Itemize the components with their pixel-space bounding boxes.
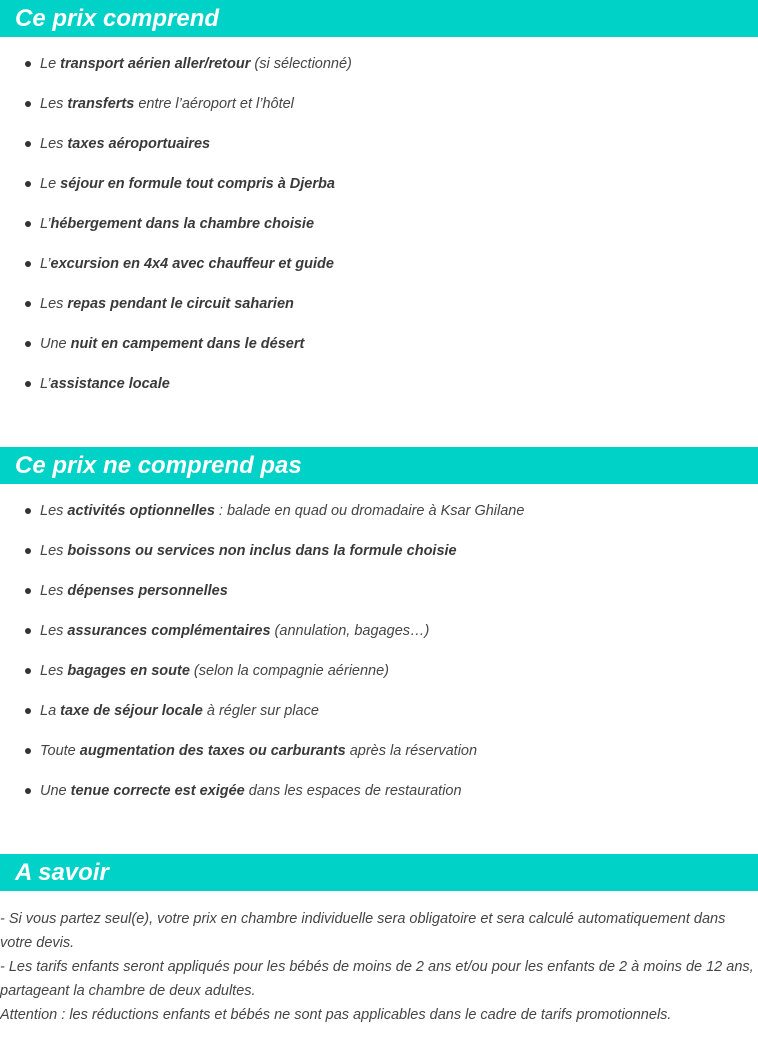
item-highlight: boissons ou services non inclus dans la formule choisie <box>67 543 457 559</box>
item-highlight: taxe de séjour locale <box>60 703 203 719</box>
item-suffix: entre l’aéroport et l’hôtel <box>134 96 294 112</box>
bullet-dot-icon <box>25 261 31 267</box>
item-suffix: dans les espaces de restauration <box>244 783 462 799</box>
item-prefix: Les <box>40 296 68 312</box>
item-suffix: (selon la compagnie aérienne) <box>189 663 389 679</box>
item-highlight: assistance locale <box>50 376 170 392</box>
list-item <box>0 701 524 741</box>
item-highlight: dépenses personnelles <box>67 583 228 599</box>
included-list <box>0 54 352 414</box>
list-item <box>0 374 352 414</box>
bullet-dot-icon <box>25 181 31 187</box>
list-item <box>0 94 352 134</box>
item-suffix: : balade en quad ou dromadaire à Ksar Ghilane <box>214 503 525 519</box>
item-prefix: La <box>40 703 61 719</box>
bullet-dot-icon <box>25 221 31 227</box>
excluded-list <box>0 501 524 821</box>
item-suffix: à régler sur place <box>202 703 319 719</box>
list-item <box>0 541 524 581</box>
item-prefix: L’ <box>40 256 51 272</box>
bullet-dot-icon <box>25 628 31 634</box>
item-suffix: après la réservation <box>345 743 478 759</box>
item-highlight: transport aérien aller/retour <box>60 56 251 72</box>
item-suffix: (si sélectionné) <box>250 56 352 72</box>
list-item <box>0 621 524 661</box>
item-highlight: augmentation des taxes ou carburants <box>79 743 346 759</box>
list-item <box>0 254 352 294</box>
item-prefix: Les <box>40 663 68 679</box>
savoir-section-header <box>0 854 758 891</box>
list-item <box>0 214 352 254</box>
list-item <box>0 174 352 214</box>
savoir-note-attention: Attention : les réductions enfants et bébés ne sont pas applicables dans le cadre de tarifs promotionnels. <box>0 1007 672 1023</box>
bullet-dot-icon <box>25 341 31 347</box>
bullet-dot-icon <box>25 61 31 67</box>
item-suffix: (annulation, bagages…) <box>270 623 430 639</box>
list-item <box>0 501 524 541</box>
bullet-dot-icon <box>25 301 31 307</box>
bullet-dot-icon <box>25 748 31 754</box>
item-prefix: Les <box>40 543 68 559</box>
list-item <box>0 661 524 701</box>
bullet-dot-icon <box>25 381 31 387</box>
item-prefix: Les <box>40 503 68 519</box>
savoir-section-title: A savoir <box>15 859 109 886</box>
item-prefix: Le <box>40 56 61 72</box>
item-prefix: Les <box>40 583 68 599</box>
item-highlight: activités optionnelles <box>67 503 215 519</box>
bullet-dot-icon <box>25 668 31 674</box>
bullet-dot-icon <box>25 508 31 514</box>
item-highlight: repas pendant le circuit saharien <box>67 296 294 312</box>
bullet-dot-icon <box>25 708 31 714</box>
item-prefix: Toute <box>40 743 80 759</box>
list-item <box>0 54 352 94</box>
excluded-section-header <box>0 447 758 484</box>
item-prefix: Les <box>40 96 68 112</box>
bullet-dot-icon <box>25 588 31 594</box>
item-prefix: Une <box>40 783 71 799</box>
item-prefix: Les <box>40 136 68 152</box>
bullet-dot-icon <box>25 788 31 794</box>
item-highlight: séjour en formule tout compris à Djerba <box>60 176 335 192</box>
included-section-title: Ce prix comprend <box>15 5 220 32</box>
savoir-notes <box>0 907 758 1027</box>
bullet-dot-icon <box>25 141 31 147</box>
item-highlight: assurances complémentaires <box>67 623 271 639</box>
excluded-section-title: Ce prix ne comprend pas <box>15 452 302 479</box>
bullet-dot-icon <box>25 548 31 554</box>
included-section-header <box>0 0 758 37</box>
list-item <box>0 741 524 781</box>
item-prefix: Une <box>40 336 71 352</box>
list-item <box>0 294 352 334</box>
bullet-dot-icon <box>25 101 31 107</box>
item-highlight: excursion en 4x4 avec chauffeur et guide <box>50 256 334 272</box>
item-prefix: L’ <box>40 376 51 392</box>
item-prefix: L’ <box>40 216 51 232</box>
item-highlight: taxes aéroportuaires <box>67 136 211 152</box>
list-item <box>0 581 524 621</box>
item-highlight: hébergement dans la chambre choisie <box>50 216 315 232</box>
list-item <box>0 781 524 821</box>
list-item <box>0 334 352 374</box>
item-highlight: bagages en soute <box>67 663 190 679</box>
savoir-note-child-rates: - Les tarifs enfants seront appliqués pour les bébés de moins de 2 ans et/ou pour les enfants de 2 à moins de 12 ans, partageant la chambre de deux adultes. <box>0 959 754 999</box>
item-prefix: Le <box>40 176 61 192</box>
savoir-note-single-room: - Si vous partez seul(e), votre prix en chambre individuelle sera obligatoire et sera calculé automatiquement dans votre devis. <box>0 911 726 951</box>
item-prefix: Les <box>40 623 68 639</box>
item-highlight: nuit en campement dans le désert <box>70 336 305 352</box>
item-highlight: tenue correcte est exigée <box>70 783 245 799</box>
item-highlight: transferts <box>67 96 135 112</box>
list-item <box>0 134 352 174</box>
